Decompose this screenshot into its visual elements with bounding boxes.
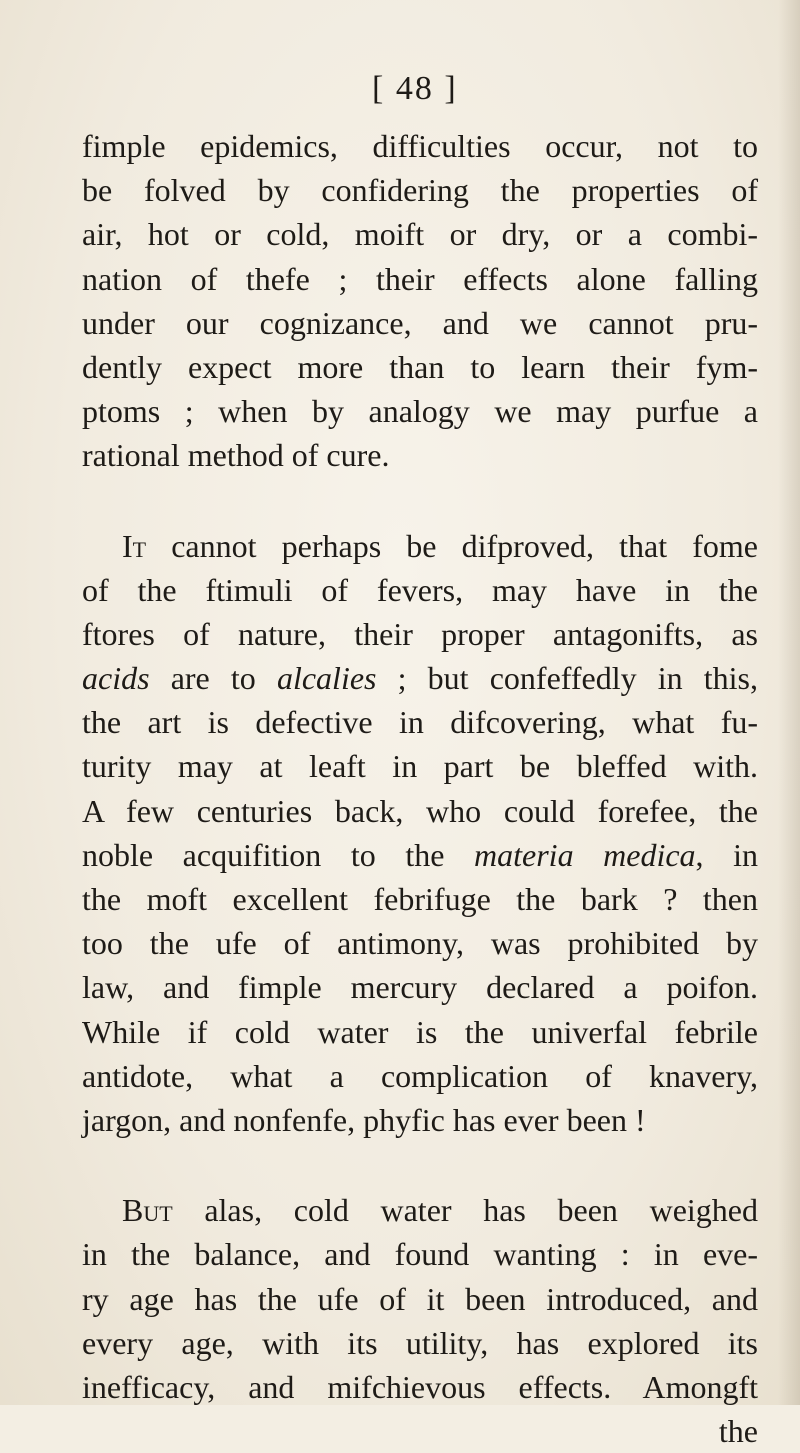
text-line <box>82 524 758 568</box>
text-line: under our cognizance, and we cannot pru- <box>82 304 758 341</box>
text-run: cannot perhaps be difproved, that fome <box>146 527 758 564</box>
page-edge-shadow <box>778 0 800 1405</box>
page-number: [ 48 ] <box>372 70 458 107</box>
small-caps-lead: But <box>122 1192 173 1229</box>
italic-term: materia medica <box>474 836 696 873</box>
text-line: ptoms ; when by analogy we may purfue a <box>82 393 758 430</box>
text-line: nation of thefe ; their effects alone falling <box>82 260 758 297</box>
text-line <box>82 1188 758 1232</box>
paragraph-3 <box>82 1188 758 1453</box>
text-line <box>82 656 758 700</box>
text-line: air, hot or cold, moift or dry, or a combi- <box>82 216 758 253</box>
text-line: every age, with its utility, has explored its <box>82 1324 758 1361</box>
text-line: inefficacy, and mifchievous effects. Amongft <box>82 1368 758 1405</box>
text-line: be folved by confidering the properties of <box>82 172 758 209</box>
catchword: the <box>718 1413 758 1450</box>
italic-term: alcalies <box>276 660 377 697</box>
text-line: turity may at leaft in part be bleffed with. <box>82 748 758 785</box>
text-line: of the ftimuli of fevers, may have in the <box>82 571 758 608</box>
italic-term: acids <box>82 660 150 697</box>
text-line: the art is defective in difcovering, what fu- <box>82 704 758 741</box>
text-run: , in <box>695 836 759 873</box>
text-line: too the ufe of antimony, was prohibited by <box>82 925 758 962</box>
text-line: ry age has the ufe of it been introduced, and <box>82 1280 758 1317</box>
text-line: While if cold water is the univerfal febrile <box>82 1013 758 1050</box>
text-run: alas, cold water has been weighed <box>172 1192 758 1229</box>
text-line: the moft excellent febrifuge the bark ? then <box>82 881 758 917</box>
text-line: in the balance, and found wanting : in eve- <box>82 1236 758 1273</box>
text-run: noble acquifition to the <box>82 836 475 873</box>
text-line: fimple epidemics, difficulties occur, not to <box>82 128 758 164</box>
text-line: rational method of cure. <box>82 437 390 474</box>
small-caps-lead: It <box>122 527 147 564</box>
text-line: jargon, and nonfenfe, phyfic has ever been ! <box>82 1101 646 1138</box>
text-run: are to <box>149 660 277 697</box>
text-line: antidote, what a complication of knavery, <box>82 1057 758 1094</box>
paragraph-2 <box>82 524 758 1143</box>
paragraph-1 <box>82 124 758 478</box>
text-run: ; but confeffedly in this, <box>376 660 759 697</box>
text-line <box>82 833 758 877</box>
text-line: ftores of nature, their proper antagonifts, as <box>82 615 758 652</box>
text-line: law, and fimple mercury declared a poifon. <box>82 969 758 1006</box>
text-line: A few centuries back, who could forefee, the <box>82 792 758 829</box>
body-text <box>82 124 758 1453</box>
paragraph-gap <box>82 1142 758 1188</box>
text-line: dently expect more than to learn their fym- <box>82 348 758 385</box>
paragraph-gap <box>82 478 758 524</box>
